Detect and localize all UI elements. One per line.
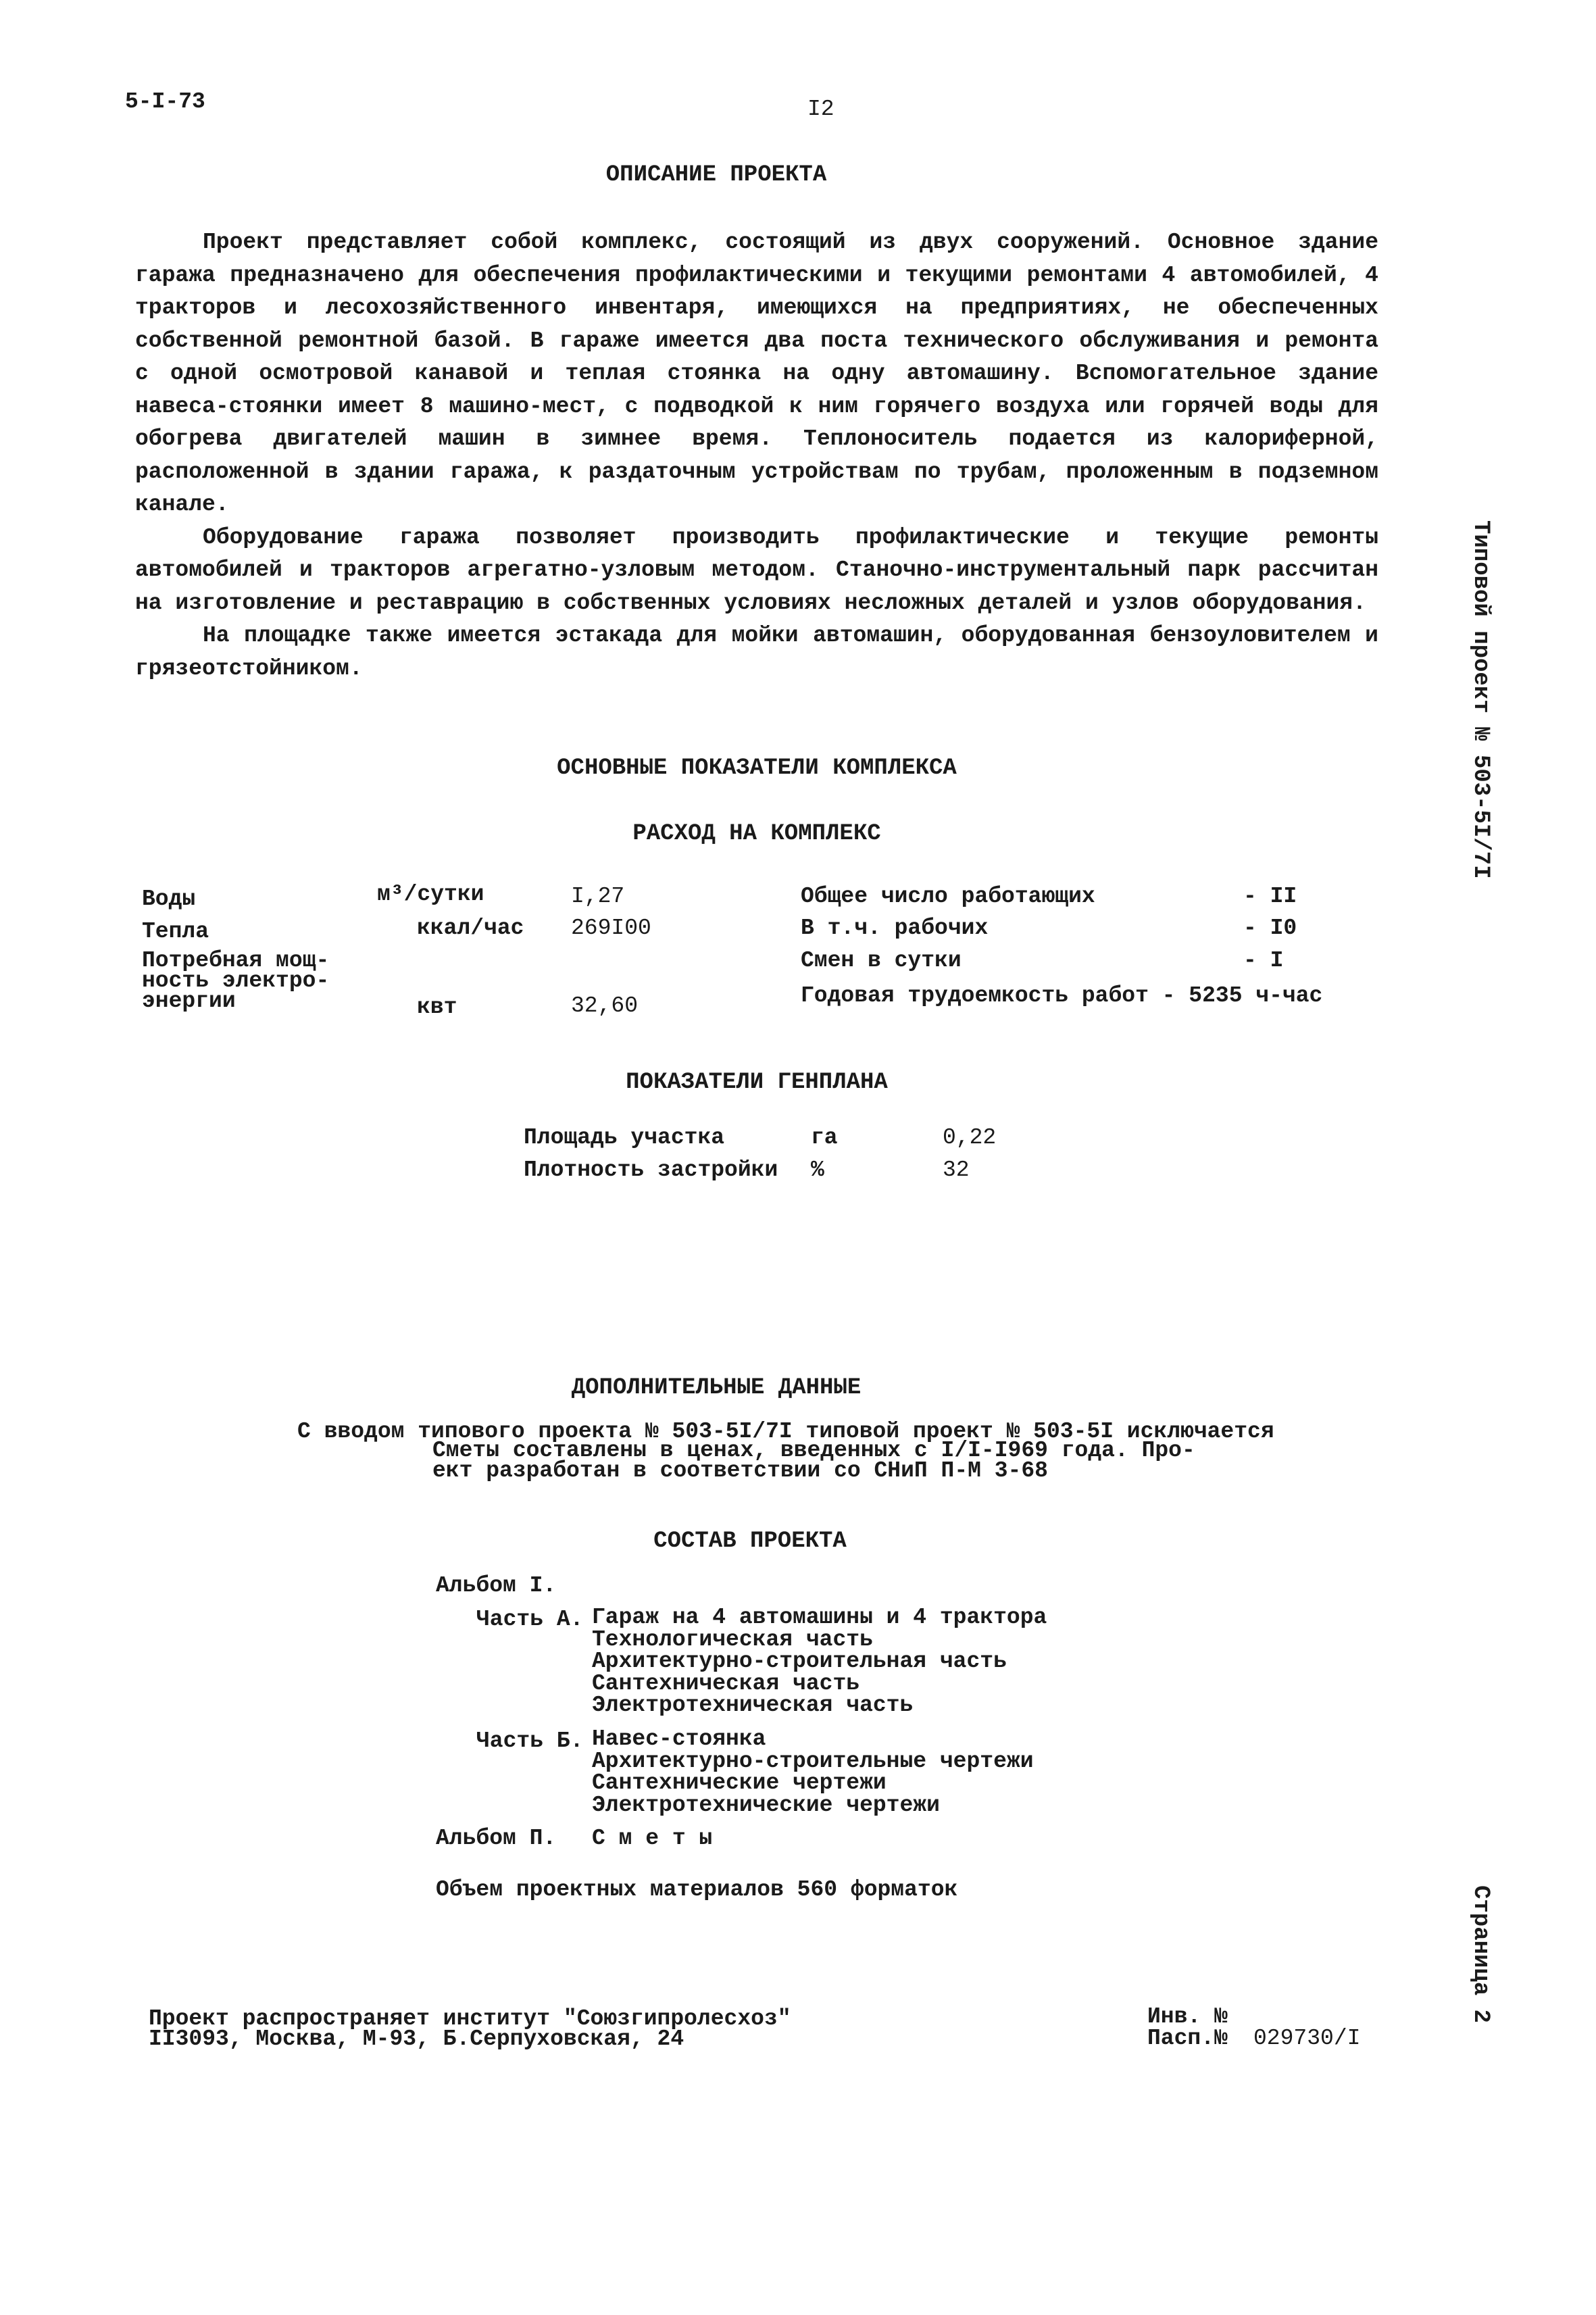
heat-label: Тепла <box>142 919 209 944</box>
power-label: Потребная мощ- ность электро- энергии <box>142 948 330 1014</box>
part-b-label: Часть Б. <box>476 1728 584 1753</box>
shifts-value: - I <box>1243 948 1284 973</box>
page-number: I2 <box>807 97 834 122</box>
list-item: Гараж на 4 автомашины и 4 трактора <box>592 1605 1047 1630</box>
additional-title: ДОПОЛНИТЕЛЬНЫЕ ДАННЫЕ <box>571 1375 862 1401</box>
water-value: I,27 <box>571 884 625 909</box>
list-item: Архитектурно-строительные чертежи <box>592 1748 1034 1774</box>
list-item: Технологическая часть <box>592 1626 873 1652</box>
album-2-text: С м е т ы <box>592 1826 713 1851</box>
power-value: 32,60 <box>571 993 639 1018</box>
pasp-value: 029730/I <box>1253 2026 1361 2051</box>
description-paragraph: Оборудование гаража позволяет производить профилактические и текущие ремонты автомобилей и тракторов агрегатно-узловым методом. Станочно-инструментальный парк рассчитан на изготовление и реставрацию в собственных условиях несложных деталей и узлов оборудования. <box>135 524 1378 616</box>
density-unit: % <box>811 1158 824 1183</box>
inv-label: Инв. № <box>1147 2004 1228 2029</box>
genplan-title: ПОКАЗАТЕЛИ ГЕНПЛАНА <box>626 1070 888 1095</box>
pasp-label: Пасп.№ <box>1147 2026 1228 2051</box>
part-b-list <box>592 1728 1034 1816</box>
shifts-label: Смен в сутки <box>801 948 962 973</box>
consumption-subtitle: РАСХОД НА КОМПЛЕКС <box>632 821 881 847</box>
total-workers-value: - II <box>1243 884 1297 909</box>
list-item: Навес-стоянка <box>592 1726 766 1751</box>
description-paragraph: Проект представляет собой комплекс, состоящий из двух сооружений. Основное здание гаража предназначено для обеспечения профилактическими и текущими ремонтами 4 автомобилей, 4 тракторов и лесохозяйственного инвентаря, имеющихся на предприятиях, не обеспеченных собственной ремонтной базой. В гараже имеется два поста технического обслуживания и ремонта с одной осмотровой канавой и теплая стоянка на одну автомашину. Вспомогательное здание навеса-стоянки имеет 8 машино-мест, с подводкой к ним горячего воздуха или горячей воды для обогрева двигателей машин в зимнее время. Теплоноситель подается из калориферной, расположенной в здании гаража, к раздаточным устройствам по трубам, проложенным в подземном канале. <box>135 230 1378 517</box>
volume-note: Объем проектных материалов 560 форматок <box>436 1877 958 1902</box>
list-item: Сантехническая часть <box>592 1670 860 1696</box>
list-item: Сантехнические чертежи <box>592 1770 887 1795</box>
list-item: Электротехническая часть <box>592 1693 914 1718</box>
total-workers-label: Общее число работающих <box>801 884 1095 909</box>
density-value: 32 <box>943 1158 970 1183</box>
heat-unit: ккал/час <box>417 916 524 941</box>
density-label: Плотность застройки <box>524 1158 778 1183</box>
description-text <box>135 226 1378 685</box>
description-title: ОПИСАНИЕ ПРОЕКТА <box>605 162 827 188</box>
composition-title: СОСТАВ ПРОЕКТА <box>653 1528 847 1554</box>
distributor: Проект распространяет институт "Союзгипролесхоз" II3093, Москва, М-93, Б.Серпуховская, 24 <box>149 2006 791 2051</box>
water-unit: м³/сутки <box>377 882 484 907</box>
power-unit: квт <box>417 995 457 1020</box>
list-item: Архитектурно-строительная часть <box>592 1649 1007 1674</box>
side-page-label: Страница 2 <box>1468 1885 1493 2024</box>
additional-lines: Сметы составлены в ценах, введенных с I/I-I969 года. Про- ект разработан в соответствии со СНиП П-М 3-68 <box>432 1438 1195 1483</box>
part-a-list <box>592 1607 1047 1717</box>
indicators-title: ОСНОВНЫЕ ПОКАЗАТЕЛИ КОМПЛЕКСА <box>557 755 957 781</box>
workers-label: В т.ч. рабочих <box>801 916 989 941</box>
album-1: Альбом I. <box>436 1573 557 1598</box>
side-project-label: Типовой проект № 503-5I/7I <box>1468 520 1493 879</box>
area-unit: га <box>811 1125 838 1150</box>
part-a-label: Часть А. <box>476 1607 584 1632</box>
area-value: 0,22 <box>943 1125 997 1150</box>
area-label: Площадь участка <box>524 1125 725 1150</box>
workers-value: - I0 <box>1243 916 1297 941</box>
document-code: 5-I-73 <box>125 89 205 114</box>
additional-line1: С вводом типового проекта № 503-5I/7I типовой проект № 503-5I исключается <box>297 1419 1274 1444</box>
heat-value: 269I00 <box>571 916 651 941</box>
album-2: Альбом П. <box>436 1826 557 1851</box>
description-paragraph: На площадке также имеется эстакада для мойки автомашин, оборудованная бензоуловителем и грязеотстойником. <box>135 623 1378 681</box>
labor-intensity: Годовая трудоемкость работ - 5235 ч-час <box>801 983 1323 1008</box>
list-item: Электротехнические чертежи <box>592 1792 940 1818</box>
water-label: Воды <box>142 887 196 912</box>
